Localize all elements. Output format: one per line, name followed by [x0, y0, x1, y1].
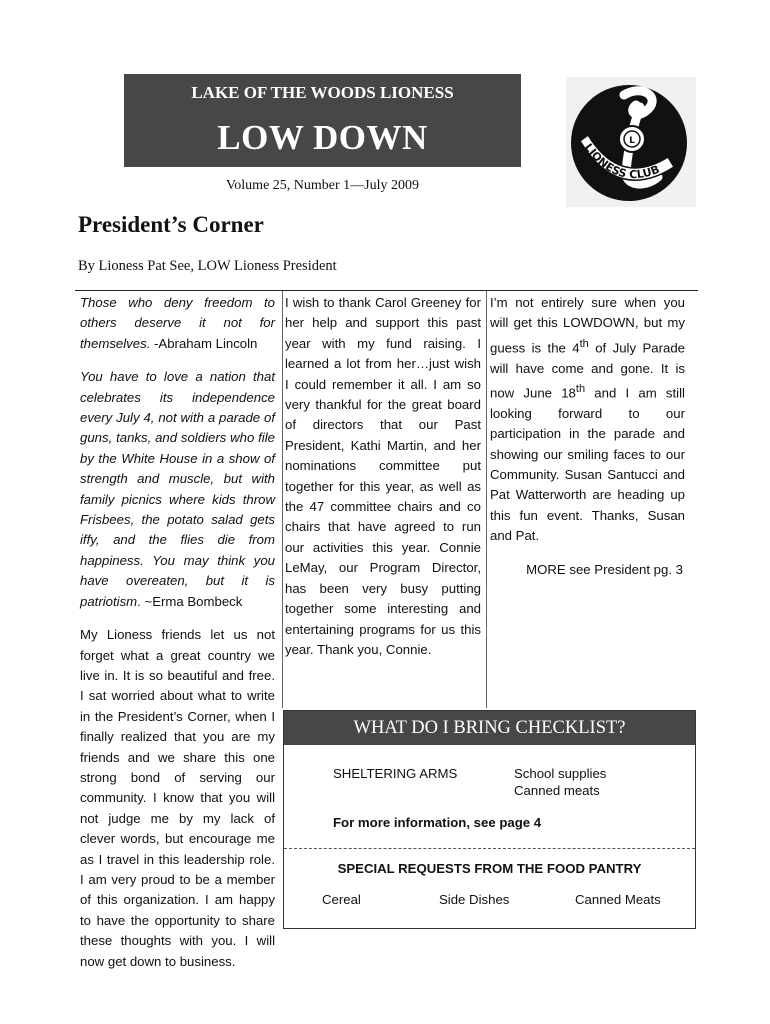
checklist-item: Canned meats — [514, 783, 600, 798]
masthead-org: LAKE OF THE WOODS LIONESS — [191, 83, 454, 102]
text-run: I’m not entirely sure when you will get this LOWDOWN, but my guess is the 4 — [490, 295, 685, 356]
column-divider — [486, 291, 487, 708]
masthead-banner — [124, 74, 521, 167]
article-column-2 — [285, 293, 481, 673]
special-item: Canned Meats — [575, 892, 661, 907]
quote-author: -Abraham Lincoln — [150, 335, 258, 351]
paragraph-1: My Lioness friends let us not forget what a great country we live in. It is so beautiful and free. I sat worried about what to write in the President’s Corner, when I finally realized that you are my friends and we share this one strong bond of serving our community. I know that you will not judge me by my lack of clever words, but encourage me as I travel in this leadership role. I am very proud to be a member of this organization. I am happy to have the opportunity to share these thoughts with you. I will now get down to business. — [80, 627, 275, 969]
article-column-3 — [490, 293, 685, 593]
checklist-box — [283, 710, 696, 929]
article-byline: By Lioness Pat See, LOW Lioness President — [78, 258, 337, 274]
quote-bombeck — [80, 367, 275, 612]
checklist-item: School supplies — [514, 766, 607, 781]
lioness-club-logo-icon — [566, 77, 696, 207]
dashed-divider — [284, 848, 695, 849]
logo-text: LIONESS CLUB — [581, 141, 662, 182]
column-divider — [282, 291, 283, 708]
special-item: Side Dishes — [439, 892, 510, 907]
heading-rule — [75, 290, 698, 291]
special-requests-title: SPECIAL REQUESTS FROM THE FOOD PANTRY — [337, 861, 642, 876]
quote-text: You have to love a nation that celebrates its independence every July 4, not with a parade of guns, tanks, and soldiers who file by the White House in a show of strength and muscle, but with family picnics where kids throw Frisbees, the potato salad gets iffy, and the flies die from happiness. You may think you have overeaten, but it is patriotism — [80, 369, 275, 609]
article-column-1 — [80, 293, 275, 985]
superscript: th — [575, 383, 586, 396]
paragraph-2: I wish to thank Carol Greeney for her help and support this past year with my fund raising. I learned a lot from her…just wish I could remember it all. I am so very thankful for the great board of directors that our Past President, Kathi Martin, and her nominations committee put together for this year, as well as the 47 committee chairs and co chairs that have agreed to run our activities this year. Connie LeMay, our Program Director, has been very busy putting together some interesting and entertaining programs for us this year. Thank you, Connie. — [285, 295, 481, 657]
special-item: Cereal — [322, 892, 361, 907]
masthead-title: LOW DOWN — [217, 118, 428, 157]
continued-link[interactable]: MORE see President pg. 3 — [526, 561, 683, 577]
checklist-title: WHAT DO I BRING CHECKLIST? — [284, 711, 695, 745]
quote-text: Those who deny freedom to others deserve it not for themselves. — [80, 295, 275, 351]
more-info-note: For more information, see page 4 — [333, 815, 542, 830]
article-heading: President’s Corner — [78, 212, 264, 237]
paragraph-3 — [490, 293, 685, 547]
superscript: th — [579, 337, 589, 350]
text-run: and I am still looking forward to our participation in the parade and showing our smiling faces to our Community. Susan Santucci and Pat Watterworth are heading up this fun event. Thanks, Susan and Pat. — [490, 385, 685, 544]
quote-lincoln — [80, 293, 275, 354]
checklist-organization: SHELTERING ARMS — [333, 766, 458, 781]
volume-line: Volume 25, Number 1—July 2009 — [225, 178, 419, 193]
text-run: of July Parade will have come and gone. It is now June 18 — [490, 340, 685, 401]
svg-text:L: L — [629, 136, 635, 146]
quote-author: . ~Erma Bombeck — [137, 593, 243, 609]
